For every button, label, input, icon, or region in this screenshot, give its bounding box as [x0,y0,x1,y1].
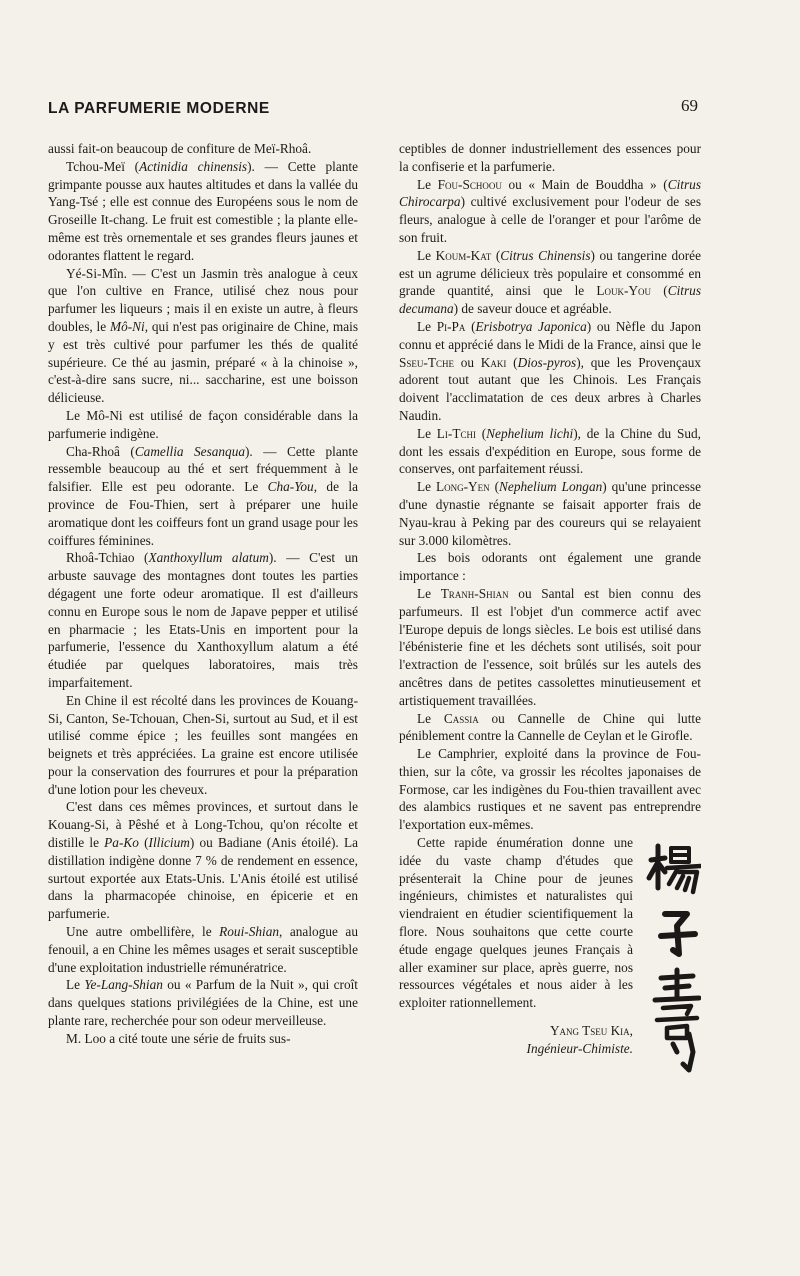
paragraph: Le Camphrier, exploité dans la province de Fou-thien, sur la côte, va grossir les récoltes japonaises de Formose, car les indigènes du Fou-thien travaillent avec des alambics rustiques et ne savent pas entreprendre l'exportation eux-mêmes. [399,746,701,833]
paragraph: Le Li-Tchi (Nephelium lichi), de la Chine du Sud, dont les essais d'expédition en Europe, sous forme de conserves, ont parfaitement réussi. [399,425,701,477]
paragraph: Le Koum-Kat (Citrus Chinensis) ou tangerine dorée est un agrume délicieux très populaire et consommé en grande quantité, ainsi que le Louk-You (Citrus decumana) de saveur douce et agréable. [399,247,701,317]
paragraph: En Chine il est récolté dans les provinces de Kouang-Si, Canton, Se-Tchouan, Chen-Si, surtout au Sud, et il est utilisé comme épice ; les feuilles sont mangées en beignets et très appréciées. La graine est encore utilisée pour la conservation des fourrures et pour la préparation d'une lotion pour les cheveux. [48,692,358,797]
right-column [399,140,701,1076]
paragraph: Le Pi-Pa (Erisbotrya Japonica) ou Nèfle du Japon connu et apprécié dans le Midi de la France, ainsi que le Sseu-Tche ou Kaki (Dios-pyros), que les Provençaux adorent tout autant que les Chinois. Les Français doivent l'acclimatation de ces deux arbres à Charles Naudin. [399,318,701,423]
paragraph: M. Loo a cité toute une série de fruits sus- [66,1030,291,1046]
running-title: LA PARFUMERIE MODERNE [48,100,270,117]
paragraph: C'est dans ces mêmes provinces, et surtout dans le Kouang-Si, à Pêshé et à Long-Tchou, qu'on récolte et distille le Pa-Ko (Illicium) ou Badiane (Anis étoilé). La distillation indigène donne 7 % de rendement en essence, surtout exportée aux Etats-Unis. L'Anis étoilé est utilisé dans la pharmacopée chinoise, en épicerie et en parfumerie. [48,799,358,922]
paragraph: Le Cassia ou Cannelle de Chine qui lutte péniblement contre la Cannelle de Ceylan et le Girofle. [399,710,701,744]
paragraph: ceptibles de donner industriellement des essences pour la confiserie et la parfumerie. [399,141,701,174]
page-number: 69 [681,96,698,115]
page-header [48,94,698,124]
left-column [48,140,358,1048]
paragraph: Les bois odorants ont également une grande importance : [399,550,701,584]
paragraph: aussi fait-on beaucoup de confiture de Meï-Rhoâ. [48,141,312,156]
calligraphy-brush-icon [643,838,701,1076]
paragraph: Le Fou-Schoou ou « Main de Bouddha » (Citrus Chirocarpa) cultivé exclusivement pour l'odeur de ses fleurs, analogue à celle de l'oranger et pour l'arôme de son fruit. [399,176,701,245]
calligraphy-signature [643,838,701,1076]
paragraph: Le Ye-Lang-Shian ou « Parfum de la Nuit », qui croît dans quelques stations privilégiées de la Chine, est une plante rare, recherchée pour son odeur merveilleuse. [48,977,358,1029]
paragraph: Le Long-Yen (Nephelium Longan) qu'une princesse d'une dynastie régnante se faisait apporter frais de Nyau-krau à Peking par des coureurs qui se relayaient sur 3.000 kilomètres. [399,479,701,548]
closing-block [399,834,701,1076]
paragraph: Yé-Si-Mîn. — C'est un Jasmin très analogue à ceux que l'on cultive en France, utilisé chez nous pour parfumer les liqueurs ; mais il en existe un autre, à fleurs doubles, le Mô-Ni, qui n'est pas originaire de Chine, mais y est très cultivé pour parfumer les thés de qualité supérieure. Ce thé au jasmin, préparé « à la chinoise », c'est-à-dire sans sucre, ni... saccharine, est une boisson délicieuse. [48,265,358,406]
paragraph: Cha-Rhoâ (Camellia Sesanqua). — Cette plante ressemble beaucoup au thé et sert fréquemment à le falsifier. Elle est peu odorante. Le Cha-You, de la province de Fou-Thien, sert à préparer une huile aromatique dont les coiffeurs font un grand usage pour les coiffures féminines. [48,443,358,548]
paragraph: Tchou-Meï (Actinidia chinensis). — Cette plante grimpante pousse aux hautes altitudes et dans la vallée du Yang-Tsé ; elle est connue des Européens sous le nom de Groseille It-chang. Le fruit est comestible ; la plante elle-même est très ornementale et ses grandes fleurs jaunes et odorantes flattent le regard. [48,158,359,263]
paragraph: Le Tranh-Shian ou Santal est bien connu des parfumeurs. Il est l'objet d'un commerce actif avec l'Europe depuis de longs siècles. Le bois est utilisé dans l'ébénisterie fine et les déchets sont utilisés, soit pour l'extraction de l'essence, soit brûlés sur les autels des ancêtres dans de petites cassolettes minutieusement et artistiquement travaillées. [399,585,701,708]
author-title: Ingénieur-Chimiste. [526,1041,633,1057]
paragraph: Cette rapide énumération donne une idée du vaste champ d'études que présenterait la Chine pour de jeunes ingénieurs, chimistes et naturalistes qui viendraient en étudier scientifiquement la flore. Nous souhaitons que cette courte étude engage quelques jeunes Français à aller examiner sur place, après guerre, nos ressources végétales et nous aider à les exploiter rationnellement. [399,835,633,1011]
paragraph: Rhoâ-Tchiao (Xanthoxyllum alatum). — C'est un arbuste sauvage des montagnes dont toutes les parties dégagent une forte odeur aromatique. Il est d'ailleurs connu en Europe sous le nom de Japave pepper et utilisé en pharmacie ; les Etats-Unis en importent pour la parfumerie, l'essence du Xanthoxyllum alatum a été étudiée par quelques laboratoires, mais très imparfaitement. [48,550,358,690]
paragraph: Le Mô-Ni est utilisé de façon considérable dans la parfumerie indigène. [48,407,358,441]
author-name: Yang Tseu Kia, [549,1023,633,1039]
paragraph: Une autre ombellifère, le Roui-Shian, analogue au fenouil, a en Chine les mêmes usages et serait susceptible d'une exploitation industrielle rémunératrice. [48,924,358,975]
